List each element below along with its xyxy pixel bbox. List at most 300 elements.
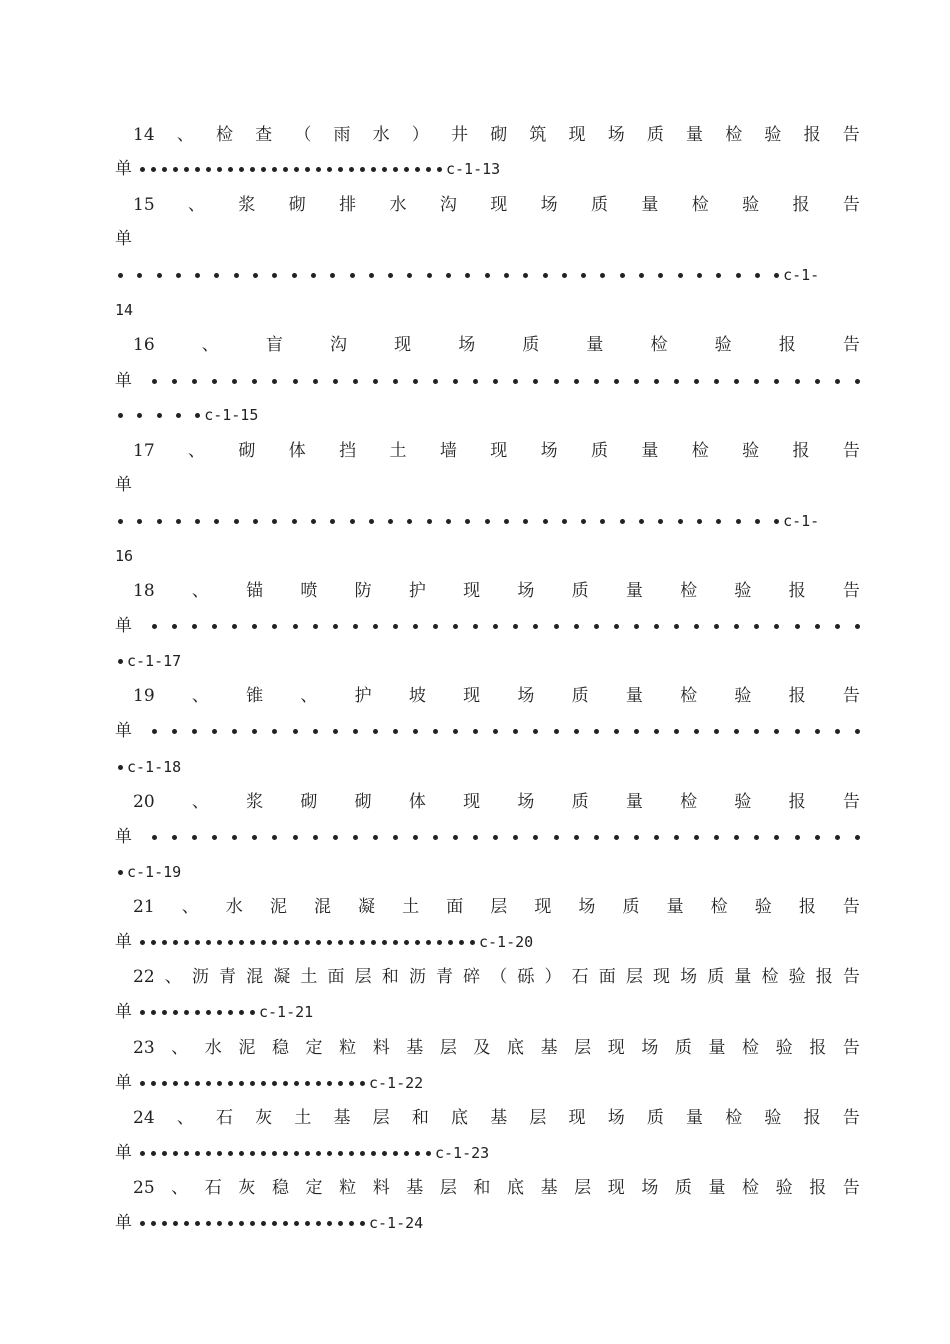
leader-dot — [815, 729, 820, 734]
title-char: 15 — [133, 195, 155, 215]
leader-dot — [473, 379, 478, 384]
leader-dot — [252, 379, 257, 384]
leader-dot — [360, 940, 365, 945]
leader-dot — [714, 624, 719, 629]
leader-dot — [162, 1221, 167, 1226]
title-char: 检 — [691, 195, 709, 215]
toc-entry-leader-row — [115, 224, 860, 254]
leader-dot — [373, 729, 378, 734]
leader-dot — [562, 273, 567, 278]
leader-dot — [349, 1081, 354, 1086]
title-char: 锥 — [246, 686, 264, 706]
leader-dot — [239, 1010, 244, 1015]
title-char: 量 — [641, 195, 659, 215]
leader-dot — [313, 624, 318, 629]
title-char: 护 — [354, 686, 372, 706]
toc-entry-title — [115, 787, 860, 817]
title-char: 场 — [517, 792, 535, 812]
leader-dot — [272, 1151, 277, 1156]
leader-dot — [415, 1151, 420, 1156]
page-ref-part: c-1- — [783, 512, 820, 530]
leader-dot — [172, 379, 177, 384]
leader-dot — [294, 1221, 299, 1226]
leader-dot — [614, 729, 619, 734]
title-char: 23 — [133, 1038, 155, 1058]
title-char: 、 — [201, 335, 219, 355]
leader-dot — [453, 835, 458, 840]
page-ref: c-1-15 — [204, 406, 259, 424]
toc-entry-leader-row — [115, 506, 863, 536]
title-char: 场 — [680, 967, 698, 987]
leader-dot — [294, 167, 299, 172]
leader-dot — [371, 167, 376, 172]
title-char: 定 — [305, 1038, 323, 1058]
leader-dot — [311, 519, 316, 524]
leader-dot — [446, 519, 451, 524]
leader-dot — [694, 379, 699, 384]
leader-dot — [316, 1221, 321, 1226]
leader-dot — [172, 729, 177, 734]
leader-dot — [272, 167, 277, 172]
title-char: 石 — [204, 1178, 222, 1198]
leader-dot — [212, 835, 217, 840]
leader-dot — [151, 940, 156, 945]
leader-dot — [250, 1010, 255, 1015]
leader-dot — [140, 1010, 145, 1015]
leader-dot — [151, 1221, 156, 1226]
title-char: 报 — [788, 686, 806, 706]
leader-dot — [157, 519, 162, 524]
leader-dot — [382, 1151, 387, 1156]
leader-dot — [360, 1081, 365, 1086]
title-char: 砌 — [300, 792, 318, 812]
leader-dot — [473, 729, 478, 734]
leader-dot — [184, 1010, 189, 1015]
leader-dot — [234, 273, 239, 278]
leader-dot — [485, 273, 490, 278]
leader-dot — [634, 729, 639, 734]
title-char: 质 — [646, 1108, 664, 1128]
title-char: 验 — [764, 125, 782, 145]
toc-entry-leader-row — [115, 366, 860, 396]
leader-dot — [407, 519, 412, 524]
title-char: 和 — [411, 1108, 429, 1128]
leader-dot — [754, 729, 759, 734]
title-char: 墙 — [439, 441, 457, 461]
leader-dot — [349, 940, 354, 945]
title-char: 粒 — [339, 1038, 357, 1058]
leader-dot — [118, 519, 123, 524]
leader-dot — [305, 1221, 310, 1226]
leader-dot — [795, 835, 800, 840]
title-char: 层 — [439, 1178, 457, 1198]
leader-dot — [493, 729, 498, 734]
leader-dot — [338, 167, 343, 172]
leader-dot — [543, 519, 548, 524]
leader-dot — [614, 379, 619, 384]
title-char: 报 — [815, 967, 833, 987]
leader-dot — [140, 1081, 145, 1086]
leader-dot — [184, 1151, 189, 1156]
leader-dot — [594, 729, 599, 734]
leader-dot — [250, 167, 255, 172]
title-char: 现 — [607, 1038, 625, 1058]
leader-dot — [217, 1151, 222, 1156]
title-char: 水 — [204, 1038, 222, 1058]
entry-lead-text: 单 — [115, 1073, 132, 1093]
entry-lead-text: 单 — [115, 721, 132, 741]
leader-dot — [465, 519, 470, 524]
leader-dot — [292, 273, 297, 278]
leader-dot — [620, 273, 625, 278]
leader-dot — [283, 1221, 288, 1226]
leader-dot — [283, 1081, 288, 1086]
title-char: 粒 — [339, 1178, 357, 1198]
title-char: 验 — [734, 792, 752, 812]
leader-dot — [212, 729, 217, 734]
leader-dot — [639, 273, 644, 278]
leader-dot — [305, 1081, 310, 1086]
leader-dot — [734, 729, 739, 734]
title-char: 挡 — [339, 441, 357, 461]
title-char: 、 — [191, 581, 209, 601]
leader-dot — [173, 1221, 178, 1226]
title-char: 验 — [764, 1108, 782, 1128]
leader-dot — [388, 519, 393, 524]
leader-dot — [195, 413, 200, 418]
leader-dot — [413, 624, 418, 629]
page-ref-part: c-1- — [783, 266, 820, 284]
leader-dot — [634, 379, 639, 384]
leader-dot — [600, 273, 605, 278]
leader-dot — [232, 624, 237, 629]
title-char: 基 — [406, 1038, 424, 1058]
title-char: 、 — [300, 686, 318, 706]
title-char: 层 — [625, 967, 643, 987]
leader-dot — [437, 167, 442, 172]
title-char: 量 — [708, 1178, 726, 1198]
leader-dot — [393, 167, 398, 172]
leader-dot — [554, 624, 559, 629]
leader-dot — [313, 729, 318, 734]
title-char: 报 — [803, 1108, 821, 1128]
leader-dot — [523, 519, 528, 524]
title-char: 沟 — [329, 335, 347, 355]
title-char: 报 — [792, 195, 810, 215]
leader-dot — [513, 729, 518, 734]
leader-dot — [228, 1081, 233, 1086]
toc-entry-title — [115, 962, 860, 992]
title-char: 泥 — [269, 897, 287, 917]
leader-dot — [333, 835, 338, 840]
title-char: 碎 — [463, 967, 481, 987]
leader-dot — [533, 624, 538, 629]
leader-dot — [212, 624, 217, 629]
leader-dot — [228, 1151, 233, 1156]
entry-lead-text: 单 — [115, 827, 132, 847]
title-char: 质 — [591, 441, 609, 461]
title-char: 质 — [571, 792, 589, 812]
leader-dot — [513, 624, 518, 629]
leader-dot — [195, 519, 200, 524]
leader-dot — [311, 273, 316, 278]
title-char: 沥 — [191, 967, 209, 987]
title-char: 现 — [534, 897, 552, 917]
leader-dot — [413, 729, 418, 734]
leader-dot — [427, 519, 432, 524]
leader-dot — [774, 624, 779, 629]
leader-dot — [694, 729, 699, 734]
entry-lead-text: 单 — [115, 159, 132, 179]
toc-entry-title — [115, 436, 860, 466]
title-char: 现 — [463, 686, 481, 706]
title-char: 层 — [372, 1108, 390, 1128]
leader-dot — [250, 1151, 255, 1156]
title-char: 基 — [540, 1178, 558, 1198]
leader-dot — [562, 519, 567, 524]
leader-dot — [594, 835, 599, 840]
leader-dot — [674, 729, 679, 734]
page-ref: c-1-19 — [127, 863, 182, 881]
leader-dot — [137, 413, 142, 418]
title-char: 告 — [842, 335, 860, 355]
leader-dot — [437, 940, 442, 945]
title-char: 量 — [625, 686, 643, 706]
leader-dot — [294, 1081, 299, 1086]
leader-dot — [543, 273, 548, 278]
title-char: 锚 — [246, 581, 264, 601]
leader-dot — [393, 624, 398, 629]
title-char: 检 — [680, 792, 698, 812]
leader-dot — [415, 167, 420, 172]
leader-dot — [855, 379, 860, 384]
title-char: 量 — [734, 967, 752, 987]
title-char: 场 — [517, 581, 535, 601]
title-char: 18 — [133, 581, 155, 601]
leader-dot — [815, 835, 820, 840]
leader-dot — [195, 273, 200, 278]
leader-dot — [152, 379, 157, 384]
title-char: 盲 — [265, 335, 283, 355]
title-char: 底 — [507, 1178, 524, 1198]
leader-dot — [594, 624, 599, 629]
leader-dot — [195, 1081, 200, 1086]
title-char: 检 — [742, 1178, 760, 1198]
leader-dot — [574, 379, 579, 384]
leader-dot — [152, 729, 157, 734]
leader-dot — [426, 940, 431, 945]
leader-dot — [349, 167, 354, 172]
leader-dot — [327, 167, 332, 172]
title-char: 喷 — [300, 581, 318, 601]
title-char: 验 — [788, 967, 806, 987]
title-char: 告 — [842, 195, 860, 215]
title-char: 及 — [473, 1038, 491, 1058]
leader-dot — [533, 379, 538, 384]
leader-dot — [172, 624, 177, 629]
leader-dot — [293, 624, 298, 629]
leader-dot — [162, 167, 167, 172]
title-char: 报 — [809, 1038, 827, 1058]
toc-entry-leader-row — [115, 1068, 860, 1098]
toc-entry-title — [115, 1173, 860, 1203]
leader-dot — [140, 1221, 145, 1226]
leader-dot — [261, 167, 266, 172]
leader-dot — [118, 870, 123, 875]
leader-dot — [294, 940, 299, 945]
title-char: 雨 — [333, 125, 351, 145]
title-char: 质 — [646, 125, 664, 145]
leader-dot — [795, 379, 800, 384]
title-char: 浆 — [246, 792, 264, 812]
leader-dot — [581, 519, 586, 524]
title-char: 验 — [742, 195, 760, 215]
title-char: 、 — [176, 125, 194, 145]
leader-dot — [195, 940, 200, 945]
leader-dot — [206, 167, 211, 172]
entry-lead-text: 单 — [115, 475, 132, 495]
title-char: 层 — [574, 1178, 592, 1198]
title-char: 防 — [354, 581, 372, 601]
leader-dot — [369, 519, 374, 524]
toc-entry-title — [115, 576, 860, 606]
leader-dot — [239, 1081, 244, 1086]
leader-dot — [250, 940, 255, 945]
leader-dot — [533, 729, 538, 734]
title-char: 现 — [607, 1178, 625, 1198]
entry-lead-text: 单 — [115, 1213, 132, 1233]
leader-dot — [774, 835, 779, 840]
leader-dot — [654, 835, 659, 840]
leader-dot — [855, 729, 860, 734]
title-char: 检 — [742, 1038, 760, 1058]
leader-dot — [855, 624, 860, 629]
leader-dot — [176, 519, 181, 524]
title-char: 报 — [788, 792, 806, 812]
leader-dot — [404, 1151, 409, 1156]
leader-dot — [184, 167, 189, 172]
leader-dot — [140, 167, 145, 172]
title-char: 现 — [490, 195, 508, 215]
page-ref: c-1-20 — [479, 933, 534, 951]
title-char: 验 — [754, 897, 772, 917]
title-char: 告 — [842, 967, 860, 987]
leader-dot — [228, 1221, 233, 1226]
leader-dot — [261, 1151, 266, 1156]
title-char: 场 — [641, 1178, 659, 1198]
title-char: 量 — [625, 581, 643, 601]
title-char: 层 — [439, 1038, 457, 1058]
title-char: 量 — [625, 792, 643, 812]
title-char: 体 — [288, 441, 306, 461]
leader-dot — [448, 940, 453, 945]
title-char: 检 — [691, 441, 709, 461]
leader-dot — [261, 1221, 266, 1226]
title-char: 量 — [666, 897, 684, 917]
leader-dot — [217, 167, 222, 172]
title-char: 质 — [674, 1038, 692, 1058]
title-char: 和 — [381, 967, 399, 987]
leader-dot — [533, 835, 538, 840]
title-char: 、 — [191, 686, 209, 706]
leader-dot — [305, 940, 310, 945]
title-char: 告 — [842, 441, 860, 461]
leader-dot — [755, 273, 760, 278]
leader-dot — [795, 729, 800, 734]
leader-dot — [316, 1081, 321, 1086]
leader-dot — [217, 1010, 222, 1015]
leader-dot — [192, 729, 197, 734]
title-char: 定 — [305, 1178, 323, 1198]
title-char: 告 — [842, 125, 860, 145]
leader-dot — [272, 729, 277, 734]
leader-dot — [353, 379, 358, 384]
leader-dot — [415, 940, 420, 945]
title-char: 检 — [215, 125, 233, 145]
title-char: 水 — [225, 897, 243, 917]
title-char: 底 — [451, 1108, 469, 1128]
leader-dot — [774, 273, 779, 278]
leader-dot — [151, 1081, 156, 1086]
leader-dot — [614, 624, 619, 629]
leader-dot — [184, 1221, 189, 1226]
leader-dot — [736, 273, 741, 278]
leader-dot — [305, 1151, 310, 1156]
leader-dot — [554, 835, 559, 840]
leader-dot — [393, 940, 398, 945]
leader-dot — [453, 379, 458, 384]
leader-dot — [313, 835, 318, 840]
leader-dot — [214, 519, 219, 524]
title-char: 检 — [650, 335, 668, 355]
title-char: 青 — [436, 967, 454, 987]
leader-dot — [118, 659, 123, 664]
title-char: 现 — [463, 792, 481, 812]
title-char: 混 — [246, 967, 264, 987]
title-char: 25 — [133, 1178, 155, 1198]
leader-dot — [252, 624, 257, 629]
title-char: 体 — [408, 792, 426, 812]
title-char: 场 — [517, 686, 535, 706]
leader-dot — [835, 379, 840, 384]
leader-dot — [678, 519, 683, 524]
leader-dot — [353, 624, 358, 629]
leader-dot — [333, 624, 338, 629]
leader-dot — [465, 273, 470, 278]
toc-entry-title — [115, 1033, 860, 1063]
leader-dot — [162, 1151, 167, 1156]
leader-dot — [459, 940, 464, 945]
title-char: 沟 — [439, 195, 457, 215]
leader-dot — [393, 835, 398, 840]
title-char: 土 — [300, 967, 318, 987]
leader-dot — [654, 379, 659, 384]
leader-dot — [232, 835, 237, 840]
title-char: 护 — [408, 581, 426, 601]
leader-dot — [140, 940, 145, 945]
leader-dot — [446, 273, 451, 278]
page-ref: c-1-17 — [127, 652, 182, 670]
title-char: 验 — [742, 441, 760, 461]
toc-entry-leader-row — [115, 752, 863, 782]
title-char: 、 — [171, 1178, 189, 1198]
title-char: 告 — [842, 1108, 860, 1128]
leader-dot — [338, 1081, 343, 1086]
leader-dot — [350, 519, 355, 524]
leader-dot — [600, 519, 605, 524]
leader-dot — [173, 940, 178, 945]
leader-dot — [252, 835, 257, 840]
